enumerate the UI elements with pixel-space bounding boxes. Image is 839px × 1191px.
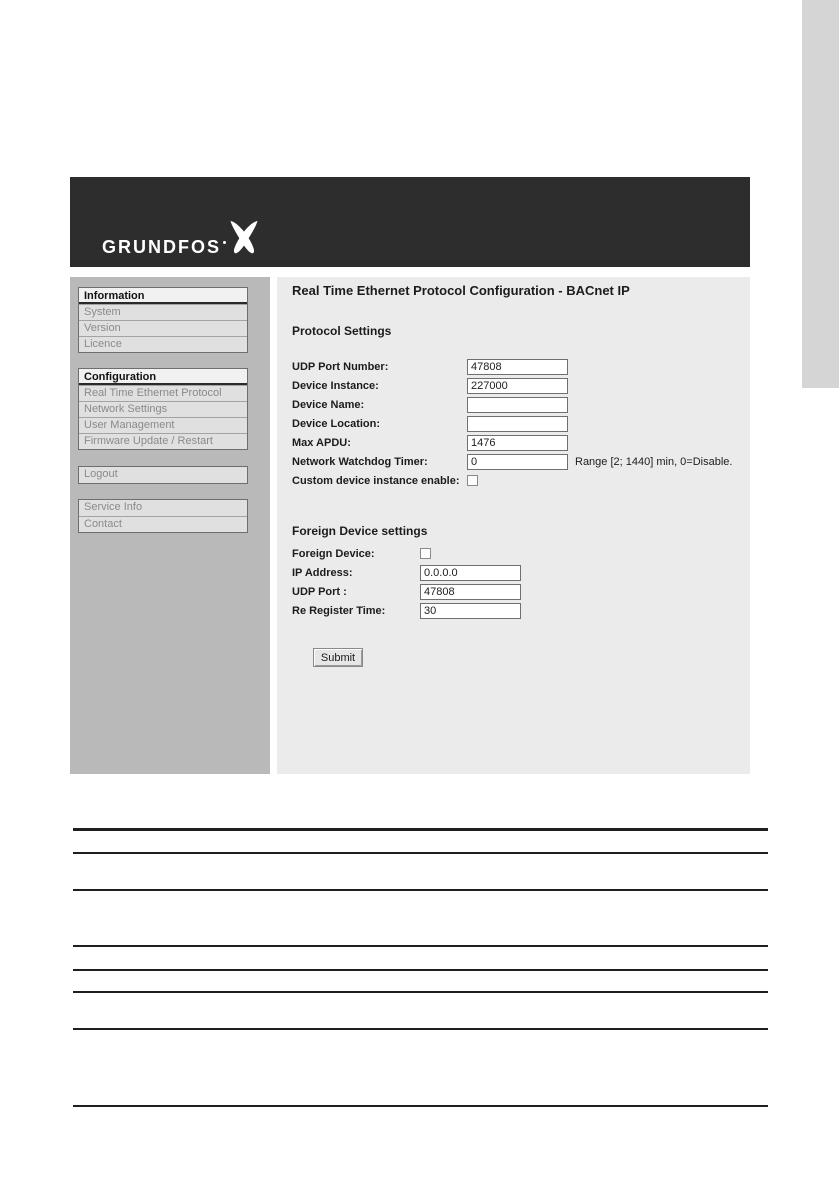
network-watchdog-timer-input[interactable] (467, 454, 568, 470)
re-register-time-label: Re Register Time: (292, 604, 386, 617)
custom-device-instance-enable-label: Custom device instance enable: (292, 474, 460, 487)
sidebar-item-logout[interactable]: Logout (79, 467, 247, 483)
device-location-label: Device Location: (292, 417, 381, 430)
grundfos-crowfoot-icon (229, 219, 259, 256)
custom-device-instance-enable-row (292, 471, 740, 490)
device-name-input[interactable] (467, 397, 568, 413)
grundfos-logo (102, 219, 259, 256)
page-title: Real Time Ethernet Protocol Configuration - BACnet IP (292, 283, 630, 298)
webui-body (70, 277, 750, 774)
foreign-device-settings-heading: Foreign Device settings (292, 524, 428, 538)
brand-name: GRUNDFOS (102, 237, 221, 257)
main-content (277, 277, 750, 774)
device-instance-label: Device Instance: (292, 379, 379, 392)
menu-group-information (78, 287, 248, 353)
udp-port-number-label: UDP Port Number: (292, 360, 389, 373)
empty-spec-table (73, 828, 768, 1107)
foreign-udp-port-row (292, 582, 740, 601)
device-name-row (292, 395, 740, 414)
ip-address-label: IP Address: (292, 566, 353, 579)
network-watchdog-timer-note: Range [2; 1440] min, 0=Disable. (575, 455, 733, 468)
custom-device-instance-enable-checkbox[interactable] (467, 475, 478, 486)
foreign-udp-port-label: UDP Port : (292, 585, 347, 598)
table-row (73, 831, 768, 854)
device-location-row (292, 414, 740, 433)
sidebar (70, 277, 270, 774)
table-row (73, 854, 768, 891)
header-banner (70, 177, 750, 267)
ip-address-input[interactable] (420, 565, 521, 581)
menu-group-configuration (78, 368, 248, 450)
re-register-time-input[interactable] (420, 603, 521, 619)
sidebar-item-real-time-ethernet-protocol[interactable]: Real Time Ethernet Protocol (79, 385, 247, 401)
sidebar-item-user-management[interactable]: User Management (79, 417, 247, 433)
protocol-settings-heading: Protocol Settings (292, 324, 392, 338)
udp-port-number-row (292, 357, 740, 376)
page-edge-tab (802, 0, 839, 388)
max-apdu-row (292, 433, 740, 452)
sidebar-item-version[interactable]: Version (79, 320, 247, 336)
foreign-udp-port-input[interactable] (420, 584, 521, 600)
ip-address-row (292, 563, 740, 582)
submit-button[interactable]: Submit (313, 648, 363, 667)
device-name-label: Device Name: (292, 398, 365, 411)
max-apdu-label: Max APDU: (292, 436, 351, 449)
device-location-input[interactable] (467, 416, 568, 432)
foreign-device-label: Foreign Device: (292, 547, 375, 560)
protocol-settings-form (292, 357, 740, 490)
network-watchdog-timer-row (292, 452, 740, 471)
foreign-device-row (292, 544, 740, 563)
sidebar-item-network-settings[interactable]: Network Settings (79, 401, 247, 417)
table-row (73, 993, 768, 1030)
max-apdu-input[interactable] (467, 435, 568, 451)
sidebar-item-contact[interactable]: Contact (79, 516, 247, 532)
sidebar-item-firmware-update-restart[interactable]: Firmware Update / Restart (79, 433, 247, 449)
device-instance-input[interactable] (467, 378, 568, 394)
sidebar-header-configuration: Configuration (79, 369, 247, 385)
device-instance-row (292, 376, 740, 395)
table-row (73, 947, 768, 971)
table-row (73, 891, 768, 947)
sidebar-item-system[interactable]: System (79, 304, 247, 320)
re-register-time-row (292, 601, 740, 620)
table-row (73, 1030, 768, 1107)
menu-group-logout (78, 466, 248, 484)
foreign-device-settings-form (292, 544, 740, 620)
network-watchdog-timer-label: Network Watchdog Timer: (292, 455, 428, 468)
foreign-device-checkbox[interactable] (420, 548, 431, 559)
webui-screenshot (70, 177, 750, 774)
udp-port-number-input[interactable] (467, 359, 568, 375)
sidebar-header-information: Information (79, 288, 247, 304)
sidebar-menu (70, 277, 248, 533)
trademark-dot-icon (223, 241, 226, 244)
table-row (73, 971, 768, 993)
sidebar-item-service-info[interactable]: Service Info (79, 500, 247, 516)
sidebar-item-licence[interactable]: Licence (79, 336, 247, 352)
menu-group-service (78, 499, 248, 533)
